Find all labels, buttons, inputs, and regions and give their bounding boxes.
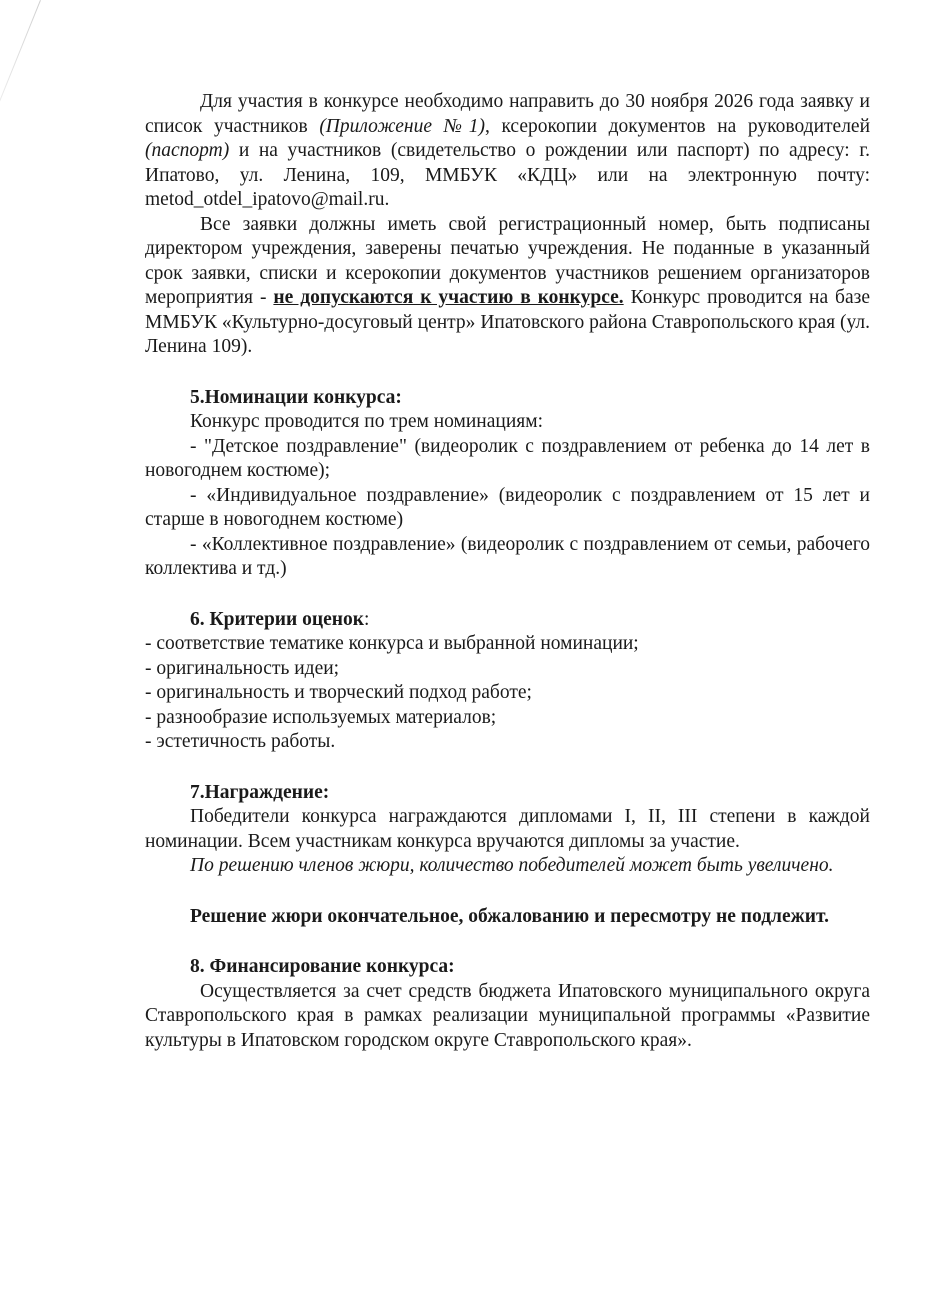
scan-edge-mark	[0, 0, 41, 167]
submission-text-1: Для участия в конкурсе необходимо направить до 30 ноября 2026 года заявку и список участников	[145, 91, 870, 137]
registration-text-1: Все заявки должны иметь свой регистрационный номер, быть подписаны директором учреждения, заверены печатью учреждения. Не поданные в указанный срок заявки, списки и ксерокопии документов участников решением организаторов мероприятия -	[145, 213, 870, 308]
registration-paragraph	[145, 213, 870, 360]
section-7-heading: 7.Награждение:	[190, 781, 330, 803]
awards-text: Победители конкурса награждаются дипломами I, II, III степени в каждой номинации. Всем участникам конкурса вручаются дипломы за участие.	[145, 806, 870, 852]
section-6-heading	[145, 608, 870, 633]
nomination-item: - "Детское поздравление" (видеоролик с поздравлением от ребенка до 14 лет в новогоднем костюме);	[145, 435, 870, 481]
criteria-item: - оригинальность и творческий подход работе;	[145, 682, 532, 703]
section-8-heading: 8. Финансирование конкурса:	[190, 956, 455, 977]
not-admitted-warning: не допускаются к участию в конкурсе.	[273, 287, 624, 308]
criteria-item: - разнообразие используемых материалов;	[145, 706, 497, 728]
submission-text-3: и на участников (свидетельство о рождении или паспорт) по адресу: г. Ипатово, ул. Ленина, 109, ММБУК «КДЦ» или на электронную почту: metod_otdel_ipatovo@mail.ru.	[145, 140, 870, 210]
criteria-item: - оригинальность идеи;	[145, 657, 340, 679]
section-6-colon: :	[364, 608, 370, 630]
jury-verdict: Решение жюри окончательное, обжалованию и пересмотру не подлежит.	[190, 905, 830, 927]
appendix-reference: (Приложение №1)	[319, 115, 485, 137]
criteria-item: - эстетичность работы.	[145, 731, 336, 752]
section-5-intro: Конкурс проводится по трем номинациям:	[190, 411, 543, 432]
nomination-item: - «Коллективное поздравление» (видеоролик с поздравлением от семьи, рабочего коллектива и тд.)	[145, 533, 870, 579]
document-page	[145, 90, 870, 1053]
passport-note: (паспорт)	[145, 140, 230, 161]
criteria-item: - соответствие тематике конкурса и выбранной номинации;	[145, 633, 639, 654]
submission-text-2: , ксерокопии документов на руководителей	[484, 115, 871, 137]
financing-text: Осуществляется за счет средств бюджета Ипатовского муниципального округа Ставропольского края в рамках реализации муниципальной программы «Развитие культуры в Ипатовском городском округе Ставропольского края».	[145, 980, 870, 1051]
section-5-heading: 5.Номинации конкурса:	[190, 386, 402, 408]
submission-paragraph	[145, 90, 870, 213]
section-6-title: 6. Критерии оценок	[190, 608, 365, 630]
awards-note: По решению членов жюри, количество победителей может быть увеличено.	[190, 855, 834, 876]
registration-text-2: Конкурс проводится на базе ММБУК «Культурно-досуговый центр» Ипатовского района Ставропольского края (ул. Ленина 109).	[145, 287, 870, 357]
nomination-item: - «Индивидуальное поздравление» (видеоролик с поздравлением от 15 лет и старше в новогоднем костюме)	[145, 484, 870, 530]
